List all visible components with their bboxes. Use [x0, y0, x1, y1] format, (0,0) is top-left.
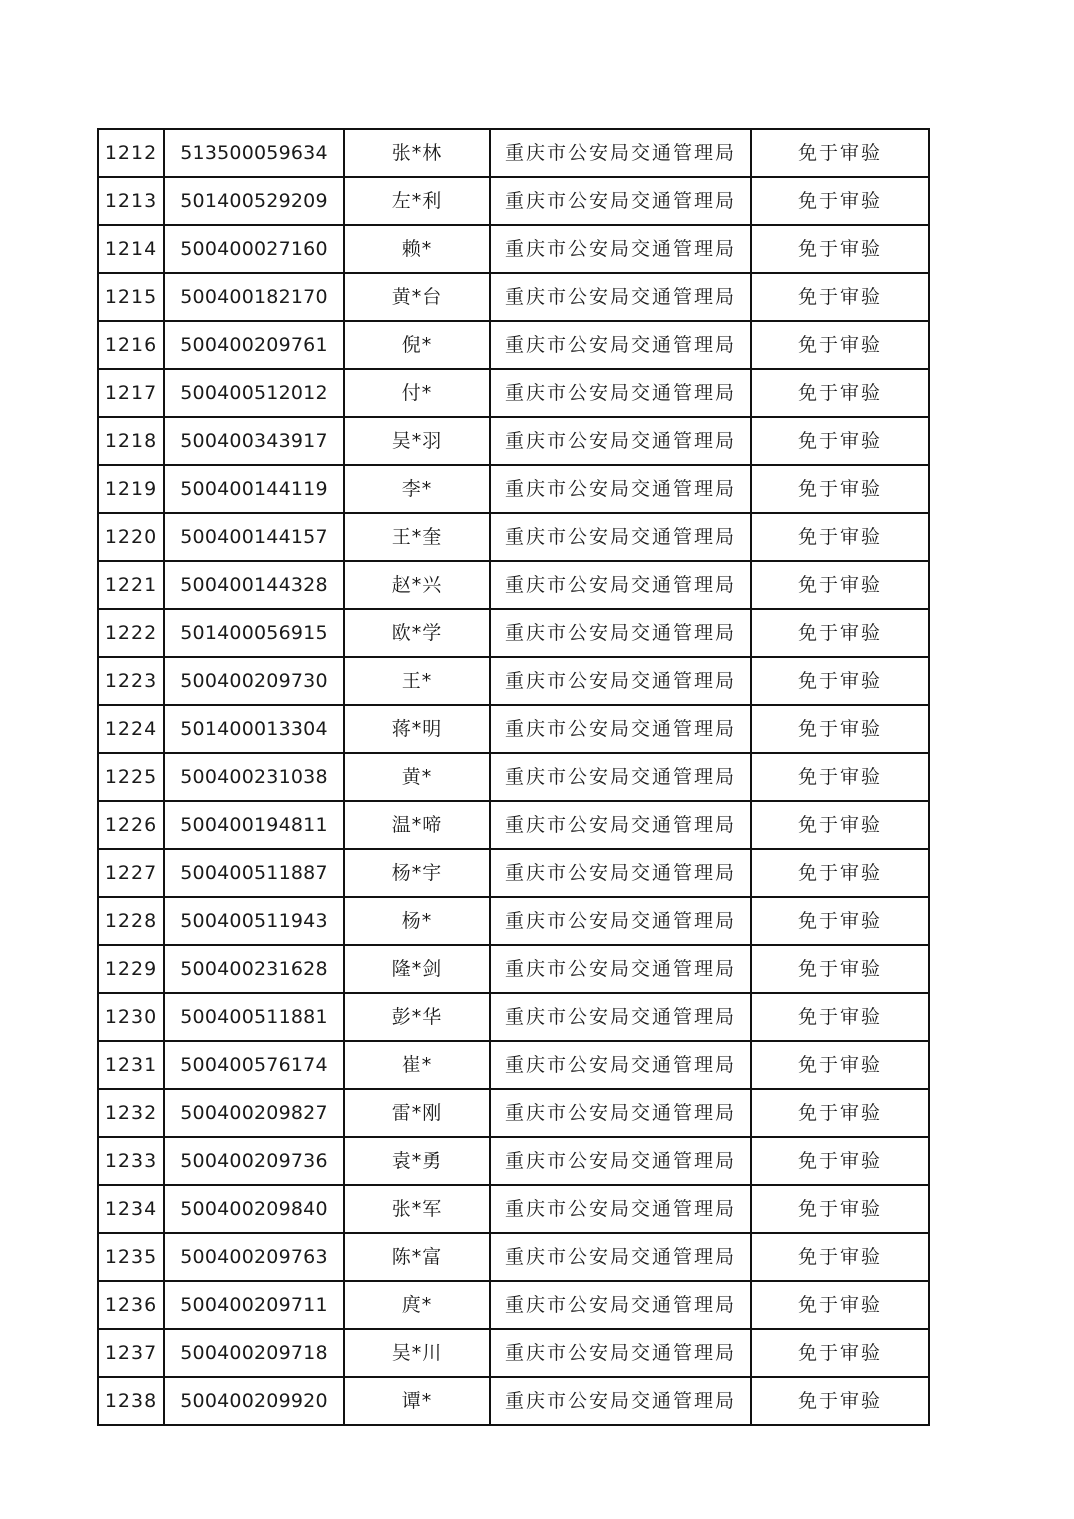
review-status-cell: 免于审验 [751, 657, 929, 705]
driver-name-cell: 吴*川 [344, 1329, 490, 1377]
issuing-agency-cell: 重庆市公安局交通管理局 [490, 705, 751, 753]
review-status-cell: 免于审验 [751, 177, 929, 225]
issuing-agency-cell: 重庆市公安局交通管理局 [490, 801, 751, 849]
table-row [98, 897, 929, 945]
license-number-cell: 500400144328 [164, 561, 344, 609]
issuing-agency-cell: 重庆市公安局交通管理局 [490, 1137, 751, 1185]
table-row [98, 1281, 929, 1329]
table-row [98, 561, 929, 609]
driver-name-cell: 王*奎 [344, 513, 490, 561]
license-number-cell: 500400209736 [164, 1137, 344, 1185]
driver-name-cell: 倪* [344, 321, 490, 369]
review-status-cell: 免于审验 [751, 1329, 929, 1377]
license-number-cell: 500400209763 [164, 1233, 344, 1281]
table-row [98, 465, 929, 513]
row-number-cell: 1214 [98, 225, 164, 273]
row-number-cell: 1229 [98, 945, 164, 993]
review-status-cell: 免于审验 [751, 273, 929, 321]
issuing-agency-cell: 重庆市公安局交通管理局 [490, 1185, 751, 1233]
review-status-cell: 免于审验 [751, 849, 929, 897]
issuing-agency-cell: 重庆市公安局交通管理局 [490, 561, 751, 609]
issuing-agency-cell: 重庆市公安局交通管理局 [490, 1041, 751, 1089]
table-row [98, 1233, 929, 1281]
driver-name-cell: 蒋*明 [344, 705, 490, 753]
issuing-agency-cell: 重庆市公安局交通管理局 [490, 1329, 751, 1377]
license-number-cell: 501400013304 [164, 705, 344, 753]
row-number-cell: 1220 [98, 513, 164, 561]
table-row [98, 417, 929, 465]
row-number-cell: 1221 [98, 561, 164, 609]
driver-name-cell: 张*军 [344, 1185, 490, 1233]
issuing-agency-cell: 重庆市公安局交通管理局 [490, 1233, 751, 1281]
license-number-cell: 501400056915 [164, 609, 344, 657]
issuing-agency-cell: 重庆市公安局交通管理局 [490, 1377, 751, 1425]
driver-name-cell: 吴*羽 [344, 417, 490, 465]
license-number-cell: 500400144157 [164, 513, 344, 561]
table-row [98, 945, 929, 993]
table-row [98, 1137, 929, 1185]
license-number-cell: 500400511943 [164, 897, 344, 945]
row-number-cell: 1236 [98, 1281, 164, 1329]
license-number-cell: 500400209761 [164, 321, 344, 369]
table-row [98, 273, 929, 321]
review-status-cell: 免于审验 [751, 465, 929, 513]
issuing-agency-cell: 重庆市公安局交通管理局 [490, 1281, 751, 1329]
license-number-cell: 500400209718 [164, 1329, 344, 1377]
issuing-agency-cell: 重庆市公安局交通管理局 [490, 897, 751, 945]
license-number-cell: 500400027160 [164, 225, 344, 273]
license-number-cell: 500400209840 [164, 1185, 344, 1233]
driver-name-cell: 崔* [344, 1041, 490, 1089]
issuing-agency-cell: 重庆市公安局交通管理局 [490, 465, 751, 513]
driver-name-cell: 隆*剑 [344, 945, 490, 993]
row-number-cell: 1231 [98, 1041, 164, 1089]
driver-name-cell: 雷*刚 [344, 1089, 490, 1137]
row-number-cell: 1232 [98, 1089, 164, 1137]
issuing-agency-cell: 重庆市公安局交通管理局 [490, 177, 751, 225]
review-status-cell: 免于审验 [751, 945, 929, 993]
review-status-cell: 免于审验 [751, 1377, 929, 1425]
table-row [98, 1089, 929, 1137]
row-number-cell: 1226 [98, 801, 164, 849]
issuing-agency-cell: 重庆市公安局交通管理局 [490, 753, 751, 801]
review-status-cell: 免于审验 [751, 1185, 929, 1233]
table-row [98, 849, 929, 897]
row-number-cell: 1223 [98, 657, 164, 705]
table-row [98, 513, 929, 561]
driver-name-cell: 谭* [344, 1377, 490, 1425]
review-status-cell: 免于审验 [751, 801, 929, 849]
driver-name-cell: 赵*兴 [344, 561, 490, 609]
table-row [98, 753, 929, 801]
row-number-cell: 1238 [98, 1377, 164, 1425]
driver-name-cell: 付* [344, 369, 490, 417]
review-status-cell: 免于审验 [751, 321, 929, 369]
license-number-cell: 501400529209 [164, 177, 344, 225]
driver-name-cell: 赖* [344, 225, 490, 273]
driver-name-cell: 黄* [344, 753, 490, 801]
row-number-cell: 1225 [98, 753, 164, 801]
issuing-agency-cell: 重庆市公安局交通管理局 [490, 273, 751, 321]
table-row [98, 177, 929, 225]
driver-name-cell: 欧*学 [344, 609, 490, 657]
records-table [97, 128, 930, 1426]
driver-name-cell: 杨*宇 [344, 849, 490, 897]
row-number-cell: 1217 [98, 369, 164, 417]
table-row [98, 657, 929, 705]
row-number-cell: 1219 [98, 465, 164, 513]
license-number-cell: 500400511887 [164, 849, 344, 897]
issuing-agency-cell: 重庆市公安局交通管理局 [490, 609, 751, 657]
issuing-agency-cell: 重庆市公安局交通管理局 [490, 945, 751, 993]
table-row [98, 609, 929, 657]
issuing-agency-cell: 重庆市公安局交通管理局 [490, 993, 751, 1041]
review-status-cell: 免于审验 [751, 225, 929, 273]
review-status-cell: 免于审验 [751, 1089, 929, 1137]
row-number-cell: 1215 [98, 273, 164, 321]
review-status-cell: 免于审验 [751, 1041, 929, 1089]
license-number-cell: 500400512012 [164, 369, 344, 417]
license-number-cell: 500400343917 [164, 417, 344, 465]
review-status-cell: 免于审验 [751, 1233, 929, 1281]
table-row [98, 1329, 929, 1377]
license-number-cell: 500400576174 [164, 1041, 344, 1089]
driver-name-cell: 陈*富 [344, 1233, 490, 1281]
row-number-cell: 1218 [98, 417, 164, 465]
records-table-body [98, 129, 929, 1425]
issuing-agency-cell: 重庆市公安局交通管理局 [490, 417, 751, 465]
row-number-cell: 1234 [98, 1185, 164, 1233]
row-number-cell: 1224 [98, 705, 164, 753]
issuing-agency-cell: 重庆市公安局交通管理局 [490, 513, 751, 561]
driver-name-cell: 彭*华 [344, 993, 490, 1041]
issuing-agency-cell: 重庆市公安局交通管理局 [490, 849, 751, 897]
driver-name-cell: 袁*勇 [344, 1137, 490, 1185]
license-number-cell: 500400182170 [164, 273, 344, 321]
license-number-cell: 500400209920 [164, 1377, 344, 1425]
driver-name-cell: 庹* [344, 1281, 490, 1329]
driver-name-cell: 左*利 [344, 177, 490, 225]
driver-name-cell: 杨* [344, 897, 490, 945]
review-status-cell: 免于审验 [751, 369, 929, 417]
driver-name-cell: 王* [344, 657, 490, 705]
review-status-cell: 免于审验 [751, 609, 929, 657]
driver-name-cell: 温*啼 [344, 801, 490, 849]
row-number-cell: 1213 [98, 177, 164, 225]
review-status-cell: 免于审验 [751, 1137, 929, 1185]
row-number-cell: 1216 [98, 321, 164, 369]
table-row [98, 993, 929, 1041]
table-row [98, 225, 929, 273]
row-number-cell: 1227 [98, 849, 164, 897]
table-row [98, 129, 929, 177]
license-number-cell: 500400209827 [164, 1089, 344, 1137]
review-status-cell: 免于审验 [751, 561, 929, 609]
license-number-cell: 500400511881 [164, 993, 344, 1041]
license-number-cell: 500400194811 [164, 801, 344, 849]
license-number-cell: 500400144119 [164, 465, 344, 513]
row-number-cell: 1237 [98, 1329, 164, 1377]
row-number-cell: 1228 [98, 897, 164, 945]
table-row [98, 321, 929, 369]
issuing-agency-cell: 重庆市公安局交通管理局 [490, 657, 751, 705]
review-status-cell: 免于审验 [751, 993, 929, 1041]
issuing-agency-cell: 重庆市公安局交通管理局 [490, 225, 751, 273]
table-row [98, 1041, 929, 1089]
license-number-cell: 500400209730 [164, 657, 344, 705]
review-status-cell: 免于审验 [751, 753, 929, 801]
table-row [98, 705, 929, 753]
review-status-cell: 免于审验 [751, 897, 929, 945]
row-number-cell: 1235 [98, 1233, 164, 1281]
review-status-cell: 免于审验 [751, 513, 929, 561]
issuing-agency-cell: 重庆市公安局交通管理局 [490, 1089, 751, 1137]
driver-name-cell: 黄*台 [344, 273, 490, 321]
license-number-cell: 500400231628 [164, 945, 344, 993]
row-number-cell: 1233 [98, 1137, 164, 1185]
review-status-cell: 免于审验 [751, 129, 929, 177]
review-status-cell: 免于审验 [751, 705, 929, 753]
issuing-agency-cell: 重庆市公安局交通管理局 [490, 369, 751, 417]
issuing-agency-cell: 重庆市公安局交通管理局 [490, 129, 751, 177]
table-row [98, 369, 929, 417]
row-number-cell: 1230 [98, 993, 164, 1041]
row-number-cell: 1212 [98, 129, 164, 177]
driver-name-cell: 张*林 [344, 129, 490, 177]
license-number-cell: 500400231038 [164, 753, 344, 801]
table-row [98, 801, 929, 849]
table-row [98, 1185, 929, 1233]
table-row [98, 1377, 929, 1425]
review-status-cell: 免于审验 [751, 1281, 929, 1329]
issuing-agency-cell: 重庆市公安局交通管理局 [490, 321, 751, 369]
license-number-cell: 513500059634 [164, 129, 344, 177]
review-status-cell: 免于审验 [751, 417, 929, 465]
row-number-cell: 1222 [98, 609, 164, 657]
driver-name-cell: 李* [344, 465, 490, 513]
license-number-cell: 500400209711 [164, 1281, 344, 1329]
